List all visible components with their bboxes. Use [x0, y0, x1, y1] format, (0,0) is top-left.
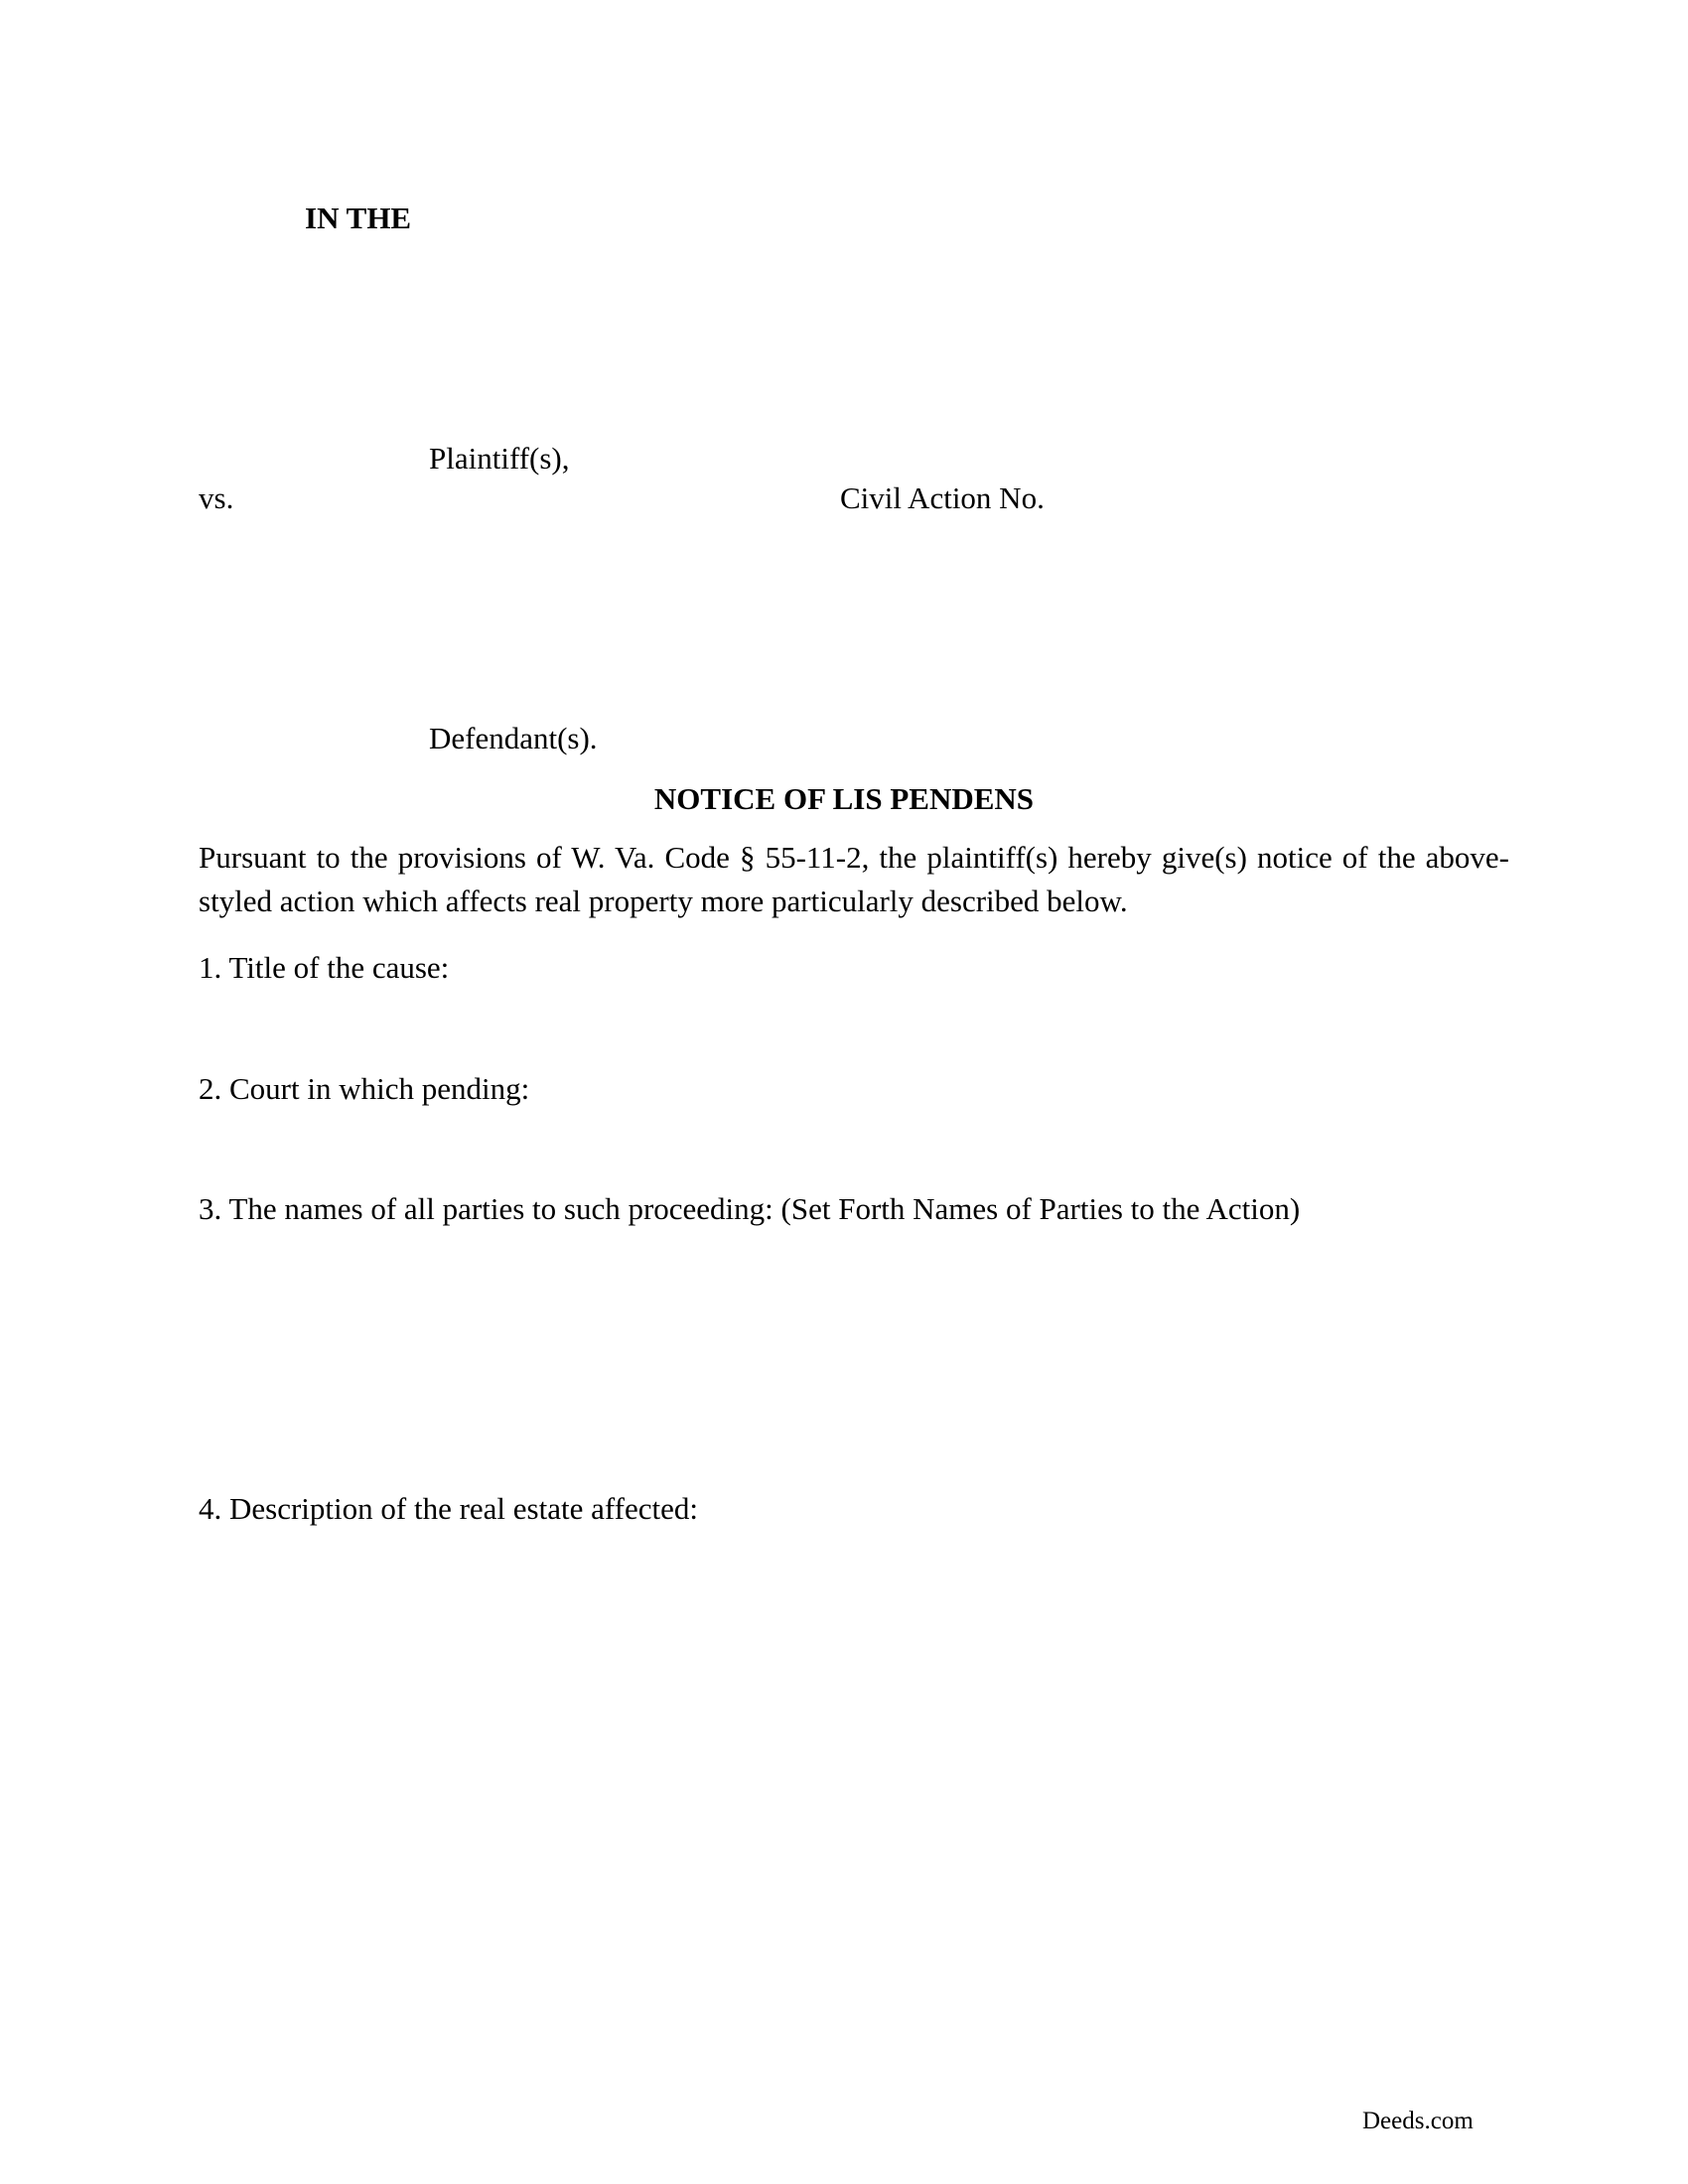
item-court-pending: 2. Court in which pending:: [199, 1071, 530, 1106]
item-real-estate-description: 4. Description of the real estate affected:: [199, 1491, 698, 1526]
footer-brand: Deeds.com: [1362, 2108, 1474, 2134]
versus-label: vs.: [199, 480, 234, 515]
civil-action-number-label: Civil Action No.: [840, 480, 1045, 515]
plaintiff-label: Plaintiff(s),: [429, 441, 570, 476]
intro-paragraph: Pursuant to the provisions of W. Va. Code § 55-11-2, the plaintiff(s) hereby give(s) notice of the above-styled action which affects real property more particularly described below.: [199, 840, 1509, 918]
defendant-label: Defendant(s).: [429, 721, 598, 755]
item-title-of-cause: 1. Title of the cause:: [199, 950, 450, 985]
court-heading: IN THE: [305, 201, 412, 235]
notice-title: NOTICE OF LIS PENDENS: [653, 781, 1035, 816]
item-parties-names: 3. The names of all parties to such proceeding: (Set Forth Names of Parties to the Action): [199, 1191, 1301, 1226]
